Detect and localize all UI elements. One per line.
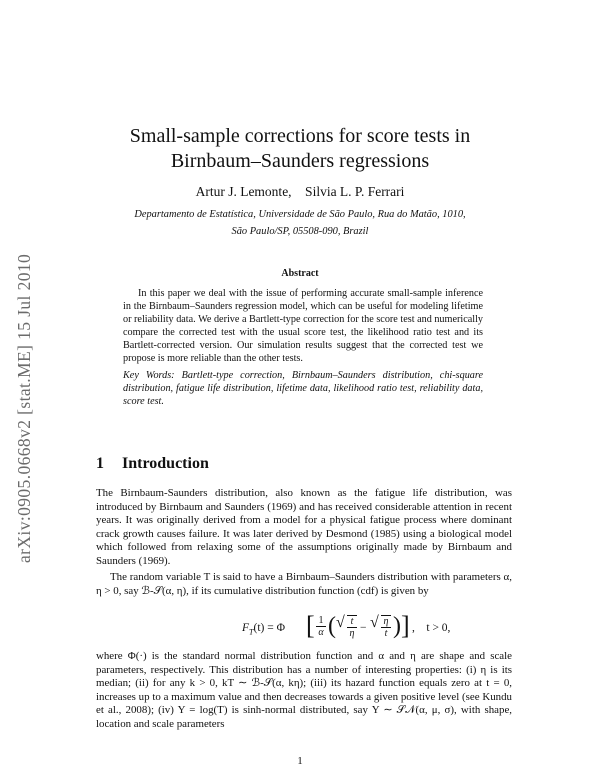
left-paren: ( <box>328 613 336 639</box>
intro-paragraph-3 <box>96 650 512 732</box>
page-number: 1 <box>297 755 303 767</box>
section-title: Introduction <box>122 455 209 472</box>
section-heading-introduction <box>96 455 209 473</box>
right-bracket: ] <box>401 611 410 640</box>
fraction-t-over-eta: t η <box>347 615 357 639</box>
equation-condition: , t > 0, <box>412 622 451 634</box>
paragraph-text: where Φ(·) is the standard normal distribution function and α and η are shape and scale parameters, respectively. This distribution has a number of interesting properties: (i) η is its median; (ii) for any k > 0, kT ∼ ℬ-𝒮(α, kη); (iii) its hazard function equals zero at t = 0, increases up to a maximum value and then decreases towards a given positive level (see Kundu et al., 2008); (iv) Y = log(T) is sinh-normal distributed, say Y ∼ 𝒮𝒩(α, μ, σ), with shape, location and scale parameters <box>96 650 512 730</box>
keywords: Key Words: Bartlett-type correction, Birnbaum–Saunders distribution, chi-square distribution, fatigue life distribution, lifetime data, likelihood ratio test, reliability data, score test. <box>123 370 483 408</box>
minus-sign: − <box>360 622 367 634</box>
affiliation <box>0 206 600 240</box>
affiliation-line-2: São Paulo/SP, 05508-090, Brazil <box>231 226 369 237</box>
title-line-2: Birnbaum–Saunders regressions <box>170 150 430 172</box>
title-line-1: Small-sample corrections for score tests in <box>129 125 471 147</box>
intro-paragraph-1 <box>96 487 512 569</box>
cdf-equation <box>96 612 512 646</box>
affiliation-line-1: Departamento de Estatística, Universidade de São Paulo, Rua do Matão, 1010, <box>134 209 466 220</box>
paragraph-text: The random variable T is said to have a Birnbaum–Saunders distribution with parameters α, η > 0, say ℬ-𝒮(α, η), if its cumulative distribution function (cdf) is given by <box>96 571 512 597</box>
paper-title <box>0 124 600 174</box>
fraction-eta-over-t: η t <box>381 615 391 639</box>
paragraph-text: The Birnbaum-Saunders distribution, also known as the fatigue life distribution, was introduced by Birnbaum and Saunders (1969) and has received considerable attention in recent years. It was originally derived from a model for a physical fatigue process where dominant crack growth causes failure. It was later derived by Desmond (1985) using a biological model which followed from relaxing some of the assumptions originally made by Birnbaum and Saunders (1969). <box>96 487 512 567</box>
abstract-text: In this paper we deal with the issue of performing accurate small-sample inference in the Birnbaum–Saunders regression model, which can be useful for modeling lifetime or reliability data. We derive a Bartlett-type correction for the score test and numerically compare the corrected test with the usual score test, the likelihood ratio test and its Bartlett-corrected version. Our simulation results suggest that the corrected test we propose is more reliable than the other tests. <box>123 288 483 365</box>
intro-paragraph-2 <box>96 571 512 598</box>
equation-lhs: $F_T(t) = \Phi$ <box>242 622 285 637</box>
abstract-body <box>123 287 483 366</box>
abstract-heading: Abstract <box>281 268 319 279</box>
author-list: Artur J. Lemonte, Silvia L. P. Ferrari <box>195 184 405 199</box>
fraction-one-over-alpha: 1 α <box>316 615 326 638</box>
sqrt-sign-2: √ <box>370 614 379 631</box>
arxiv-identifier-stamp: arXiv:0905.0668v2 [stat.ME] 15 Jul 2010 <box>14 253 34 563</box>
sqrt-sign-1: √ <box>336 614 345 631</box>
right-paren: ) <box>393 613 401 639</box>
left-bracket: [ <box>306 611 315 640</box>
section-number: 1 <box>96 455 104 472</box>
